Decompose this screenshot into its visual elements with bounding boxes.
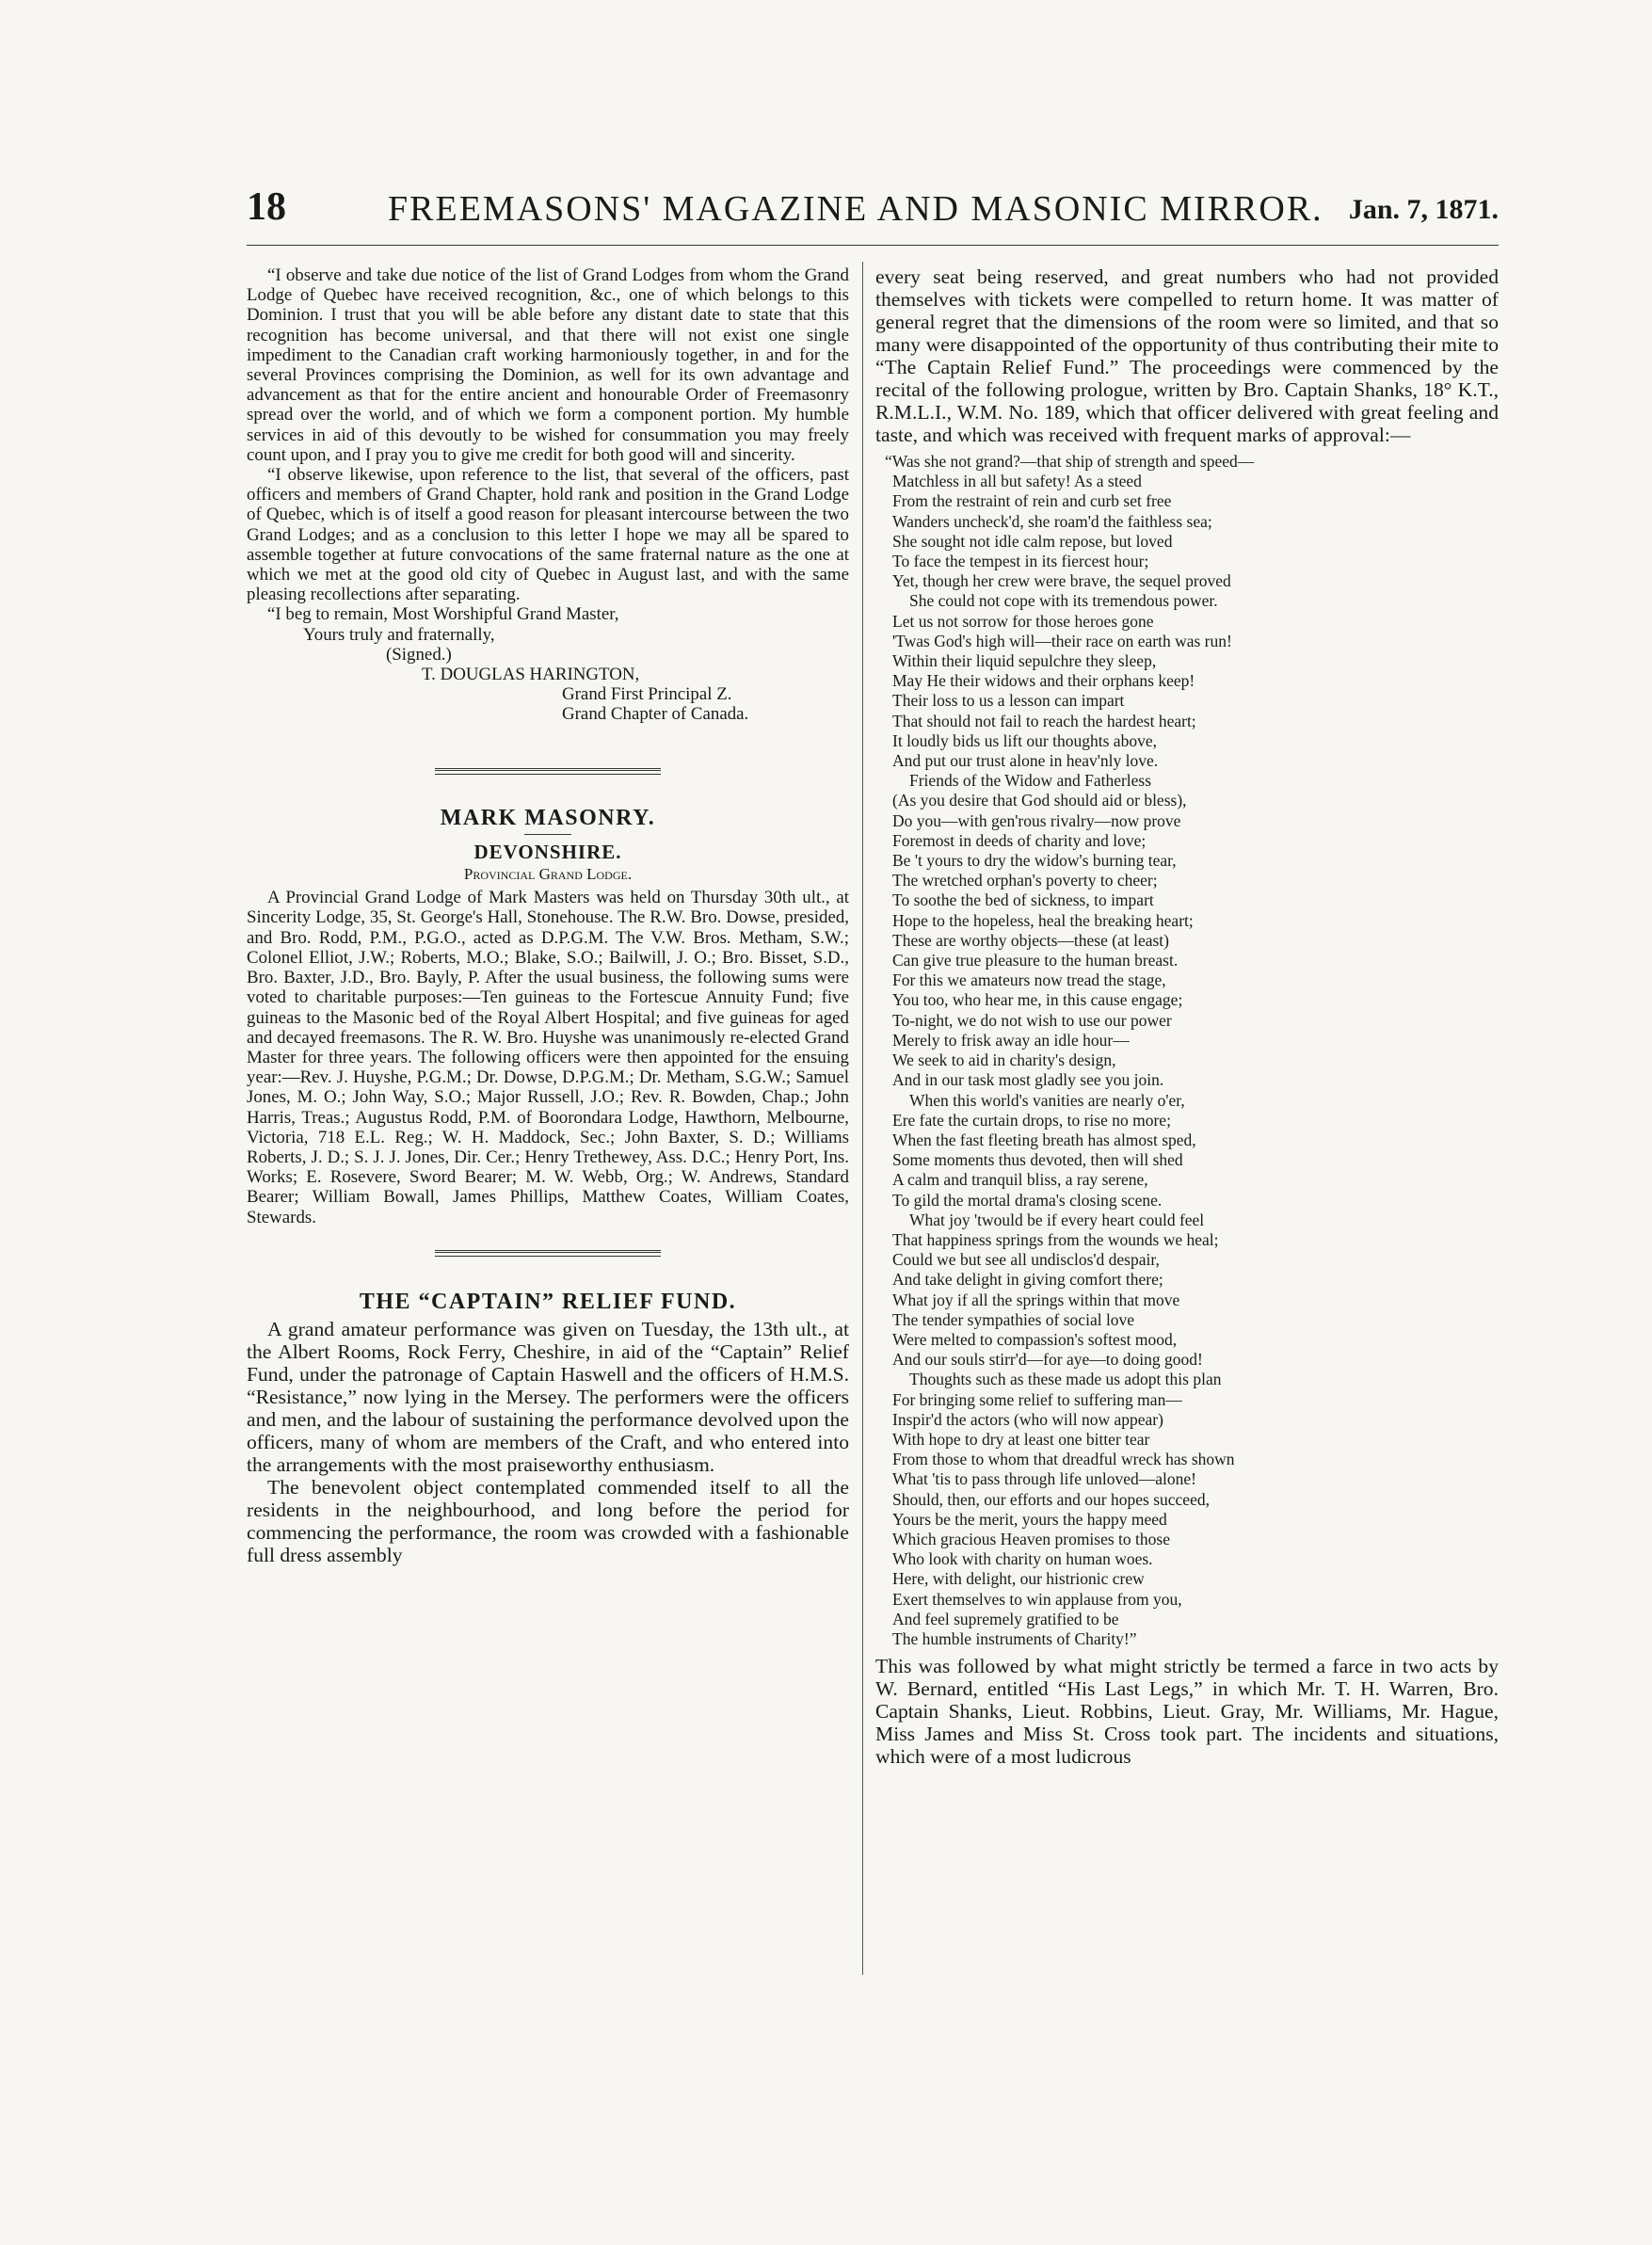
signature-yours: Yours truly and fraternally, xyxy=(303,624,495,645)
poem-line: Here, with delight, our histrionic crew xyxy=(892,1569,1145,1589)
poem-line: Yours be the merit, yours the happy meed xyxy=(892,1509,1167,1529)
poem-line: Their loss to us a lesson can impart xyxy=(892,691,1125,711)
right-column xyxy=(875,265,1499,1768)
column-divider xyxy=(862,262,863,1975)
poem-line: And our souls stirr'd—for aye—to doing good! xyxy=(892,1350,1203,1370)
poem-line: The tender sympathies of social love xyxy=(892,1309,1135,1329)
poem-line: You too, who hear me, in this cause engage; xyxy=(892,990,1183,1010)
issue-date: Jan. 7, 1871. xyxy=(1348,194,1499,225)
poem-line: The wretched orphan's poverty to cheer; xyxy=(892,871,1158,890)
mark-masonry-report: A Provincial Grand Lodge of Mark Masters was held on Thursday 30th ult., at Sincerity Lodge, 35, St. George's Hall, Stonehouse. The R.W. Bro. Dowse, presided, and Bro. Rodd, P.M., P.G.O., acted as D.P.G.M. The V.W. Bros. Metham, S.W.; Colonel Elliot, J.W.; Roberts, M.O.; Blake, S.O.; Bailwill, J. O.; Bro. Bisset, S.D., Bro. Baxter, J.D., Bro. Bayly, P. After the usual business, the following sums were voted to charitable purposes:—Ten guineas to the Fortescue Annuity Fund; five guineas to the Masonic bed of the Royal Albert Hospital; and five guineas for aged and decayed freemasons. The R. W. Bro. Huyshe was unanimously re-elected Grand Master for three years. The following officers were then appointed for the ensuing year:—Rev. J. Huyshe, P.G.M.; Dr. Dowse, D.P.G.M.; Dr. Metham, S.G.W.; Samuel Jones, M. O.; John Way, S.O.; Major Russell, J.O.; Rev. R. Bowden, Chap.; John Harris, Treas.; Augustus Rodd, P.M. of Boorondara Lodge, Hawthorn, Melbourne, Victoria, 718 E.L. Reg.; W. H. Maddock, Sec.; John Baxter, S. D.; Williams Roberts, J. D.; S. J. J. Jones, Dir. Cer.; Henry Trethewey, Ass. D.C.; Henry Port, Ins. Works; E. Rosevere, Sword Bearer; M. W. Webb, Org.; W. Andrews, Standard Bearer; William Bowall, James Phillips, Matthew Coates, William Coates, Stewards. xyxy=(247,888,849,1227)
poem-line: It loudly bids us lift our thoughts above, xyxy=(892,730,1157,750)
poem-line: These are worthy objects—these (at least) xyxy=(892,930,1169,950)
poem-line: And take delight in giving comfort there; xyxy=(892,1270,1163,1290)
poem-line: Were melted to compassion's softest mood, xyxy=(892,1329,1178,1349)
poem-line: Matchless in all but safety! As a steed xyxy=(892,472,1142,491)
poem-line: She could not cope with its tremendous power. xyxy=(909,591,1218,611)
poem-line: That should not fail to reach the hardest heart; xyxy=(892,711,1196,730)
page-number: 18 xyxy=(247,185,286,229)
header-rule xyxy=(247,245,1499,246)
poem-line: What joy 'twould be if every heart could feel xyxy=(909,1210,1205,1229)
letter-closing: “I beg to remain, Most Worshipful Grand Master, xyxy=(267,604,619,625)
poem-line: And feel supremely gratified to be xyxy=(892,1609,1119,1628)
poem-line: What joy if all the springs within that move xyxy=(892,1290,1180,1309)
left-column xyxy=(247,265,849,1566)
poem-line: Inspir'd the actors (who will now appear) xyxy=(892,1409,1163,1429)
poem-line: Exert themselves to win applause from you, xyxy=(892,1589,1182,1609)
signature-title-2: Grand Chapter of Canada. xyxy=(562,704,749,725)
poem-line: And put our trust alone in heav'nly love. xyxy=(892,751,1159,771)
page-header xyxy=(247,184,1499,241)
signature-signed: (Signed.) xyxy=(386,644,452,665)
signature-title-1: Grand First Principal Z. xyxy=(562,684,732,705)
provincial-grand-lodge-heading: Provincial Grand Lodge. xyxy=(463,865,633,884)
poem-line: 'Twas God's high will—their race on earth was run! xyxy=(892,631,1232,650)
poem-line: For this we amateurs now tread the stage, xyxy=(892,970,1166,990)
poem-line: That happiness springs from the wounds we heal; xyxy=(892,1229,1219,1249)
signature-block xyxy=(247,625,849,725)
captain-paragraph-2: The benevolent object contemplated commended itself to all the residents in the neighbourhood, and long before the period for commencing the performance, the room was crowded with a fashionable full dress assembly xyxy=(247,1475,849,1566)
letter-paragraph-2: “I observe likewise, upon reference to the list, that several of the officers, past officers and members of Grand Chapter, hold rank and position in the Grand Lodge of Quebec, which is of itself a good reason for pleasant intercourse between the two Grand Lodges; and as a conclusion to this letter I hope we may all be spared to assemble together at future convocations of the same fraternal nature as the one at which we met at the good old city of Quebec in August last, and with the same pleasing recollections after separating. xyxy=(247,465,849,605)
poem-line: Friends of the Widow and Fatherless xyxy=(909,771,1152,791)
poem-line: To soothe the bed of sickness, to impart xyxy=(892,890,1154,910)
poem-line: And in our task most gladly see you join. xyxy=(892,1070,1164,1090)
poem-line: With hope to dry at least one bitter tear xyxy=(892,1429,1150,1449)
magazine-title: FREEMASONS' MAGAZINE AND MASONIC MIRROR. xyxy=(388,189,1323,229)
poem-line: When the fast fleeting breath has almost sped, xyxy=(892,1130,1196,1149)
captain-paragraph-1: A grand amateur performance was given on Tuesday, the 13th ult., at the Albert Rooms, Rock Ferry, Cheshire, in aid of the “Captain” Relief Fund, under the patronage of Captain Haswell and the officers of H.M.S. “Resistance,” now lying in the Mersey. The performers were the officers and men, and the labour of sustaining the performance devolved upon the officers, many of whom are members of the Craft, and who entered into the arrangements with the most praiseworthy enthusiasm. xyxy=(247,1317,849,1476)
performance-closing: This was followed by what might strictly be termed a farce in two acts by W. Bernard, entitled “His Last Legs,” in which Mr. T. H. Warren, Bro. Captain Shanks, Lieut. Robbins, Lieut. Gray, Mr. Williams, Mr. Hague, Miss James and Miss St. Cross took part. The incidents and situations, which were of a most ludicrous xyxy=(875,1655,1499,1769)
section-divider xyxy=(435,1250,661,1257)
poem-line: A calm and tranquil bliss, a ray serene, xyxy=(892,1170,1148,1190)
poem-line: Thoughts such as these made us adopt this plan xyxy=(909,1370,1222,1389)
poem-line: Do you—with gen'rous rivalry—now prove xyxy=(892,810,1181,830)
poem-line: For bringing some relief to suffering man— xyxy=(892,1389,1182,1409)
poem-line: Foremost in deeds of charity and love; xyxy=(892,830,1147,850)
poem-line: When this world's vanities are nearly o'er, xyxy=(909,1090,1185,1110)
poem-line: Should, then, our efforts and our hopes succeed, xyxy=(892,1489,1210,1509)
poem-line: Some moments thus devoted, then will shed xyxy=(892,1150,1183,1170)
poem-line: From those to whom that dreadful wreck has shown xyxy=(892,1450,1235,1469)
poem-line: Can give true pleasure to the human breast. xyxy=(892,951,1179,970)
poem-line: Ere fate the curtain drops, to rise no more; xyxy=(892,1110,1171,1130)
poem-line: (As you desire that God should aid or bless), xyxy=(892,791,1187,810)
poem-line: Wanders uncheck'd, she roam'd the faithless sea; xyxy=(892,511,1212,531)
poem-line: Which gracious Heaven promises to those xyxy=(892,1529,1170,1548)
devonshire-heading: DEVONSHIRE. xyxy=(473,840,622,863)
poem-line: May He their widows and their orphans keep! xyxy=(892,671,1195,691)
poem-line: Merely to frisk away an idle hour— xyxy=(892,1030,1130,1050)
section-divider xyxy=(435,768,661,775)
captain-relief-fund-heading: THE “CAPTAIN” RELIEF FUND. xyxy=(359,1289,737,1314)
poem-line: From the restraint of rein and curb set free xyxy=(892,491,1172,511)
poem-line: The humble instruments of Charity!” xyxy=(892,1628,1137,1648)
mark-masonry-heading: MARK MASONRY. xyxy=(440,805,656,830)
poem-line: Let us not sorrow for those heroes gone xyxy=(892,611,1154,631)
poem-line: Within their liquid sepulchre they sleep, xyxy=(892,651,1157,671)
poem-line: Could we but see all undisclos'd despair, xyxy=(892,1250,1160,1270)
signature-name: T. DOUGLAS HARINGTON, xyxy=(422,665,640,685)
poem-line: She sought not idle calm repose, but loved xyxy=(892,531,1173,551)
performance-intro: every seat being reserved, and great numbers who had not provided themselves with tickets were compelled to return home. It was matter of general regret that the dimensions of the room were so limited, and that so many were disappointed of the opportunity of thus contributing their mite to “The Captain Relief Fund.” The proceedings were commenced by the recital of the following prologue, written by Bro. Captain Shanks, 18° K.T., R.M.L.I., W.M. No. 189, which that officer delivered with great feeling and taste, and which was received with frequent marks of approval:— xyxy=(875,265,1499,446)
poem-line: We seek to aid in charity's design, xyxy=(892,1050,1116,1070)
short-rule xyxy=(524,834,571,835)
letter-paragraph-1: “I observe and take due notice of the list of Grand Lodges from whom the Grand Lodge of Quebec have received recognition, &c., one of which belongs to this Dominion. I trust that you will be able before any distant date to state that this recognition has become universal, and that there will not exist one single impediment to the Canadian craft working harmoniously together, in and for the several Provinces comprising the Dominion, as well for its own advantage and advancement as that for the entire ancient and honourable Order of Freemasonry spread over the world, and of which we form a component portion. My humble services in aid of this devoutly to be wished for consummation you may freely count upon, and I pray you to give me credit for both good will and sincerity. xyxy=(247,265,849,465)
poem-line: To-night, we do not wish to use our power xyxy=(892,1010,1172,1030)
poem-line: Yet, though her crew were brave, the sequel proved xyxy=(892,571,1231,591)
poem-line: Who look with charity on human woes. xyxy=(892,1549,1153,1569)
poem-line: “Was she not grand?—that ship of strength and speed— xyxy=(885,452,1255,471)
poem-line: Be 't yours to dry the widow's burning tear, xyxy=(892,851,1177,871)
poem-line: To gild the mortal drama's closing scene. xyxy=(892,1190,1163,1210)
poem-line: To face the tempest in its fiercest hour; xyxy=(892,552,1149,571)
poem-line: Hope to the hopeless, heal the breaking heart; xyxy=(892,910,1194,930)
poem-line: What 'tis to pass through life unloved—alone! xyxy=(892,1469,1196,1489)
prologue-poem xyxy=(885,452,1499,1649)
